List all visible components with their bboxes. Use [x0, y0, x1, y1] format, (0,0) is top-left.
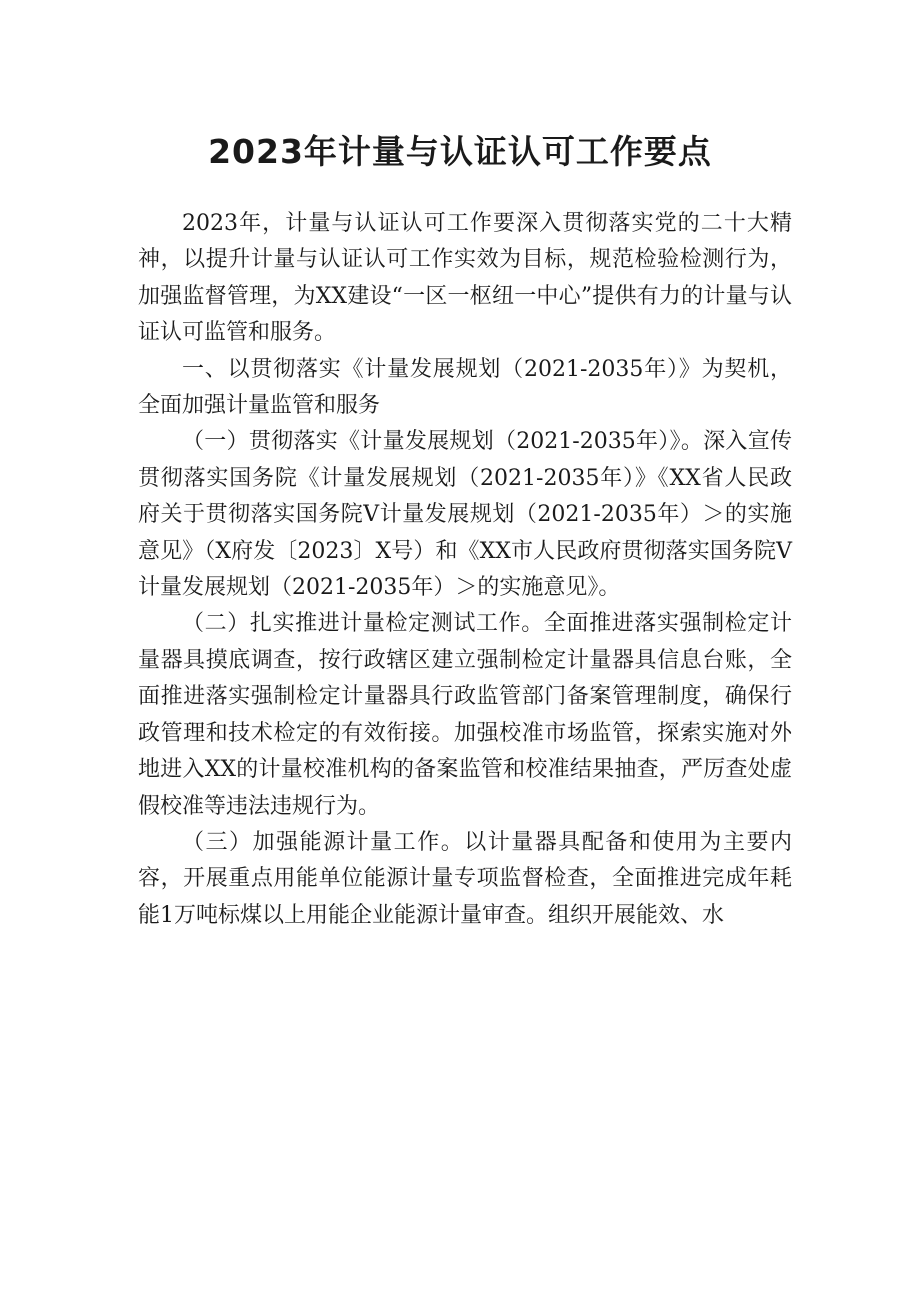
- document-title: 2023年计量与认证认可工作要点: [208, 132, 712, 171]
- paragraph-item-1: （一）贯彻落实《计量发展规划（2021-2035年）》。深入宣传贯彻落实国务院《计量发展规划（2021-2035年）》《XX省人民政府关于贯彻落实国务院V计量发展规划（2021-2035年）＞的实施意见》（X府发〔2023〕X号）和《XX市人民政府贯彻落实国务院V计量发展规划（2021-2035年）＞的实施意见》。: [138, 429, 792, 601]
- section-heading-1: 一、以贯彻落实《计量发展规划（2021-2035年）》为契机，全面加强计量监管和服务: [138, 356, 792, 419]
- document-body: [138, 206, 792, 934]
- paragraph-item-3: （三）加强能源计量工作。以计量器具配备和使用为主要内容，开展重点用能单位能源计量专项监督检查，全面推进完成年耗能1万吨标煤以上用能企业能源计量审查。组织开展能效、水: [138, 829, 792, 928]
- paragraph-item-2: （二）扎实推进计量检定测试工作。全面推进落实强制检定计量器具摸底调查，按行政辖区建立强制检定计量器具信息台账，全面推进落实强制检定计量器具行政监管部门备案管理制度，确保行政管理和技术检定的有效衔接。加强校准市场监管，探索实施对外地进入XX的计量校准机构的备案监管和校准结果抽查，严厉查处虚假校准等违法违规行为。: [138, 611, 792, 819]
- intro-paragraph: 2023年，计量与认证认可工作要深入贯彻落实党的二十大精神，以提升计量与认证认可工作实效为目标，规范检验检测行为，加强监督管理，为XX建设“一区一枢纽一中心”提供有力的计量与认证认可监管和服务。: [138, 211, 792, 346]
